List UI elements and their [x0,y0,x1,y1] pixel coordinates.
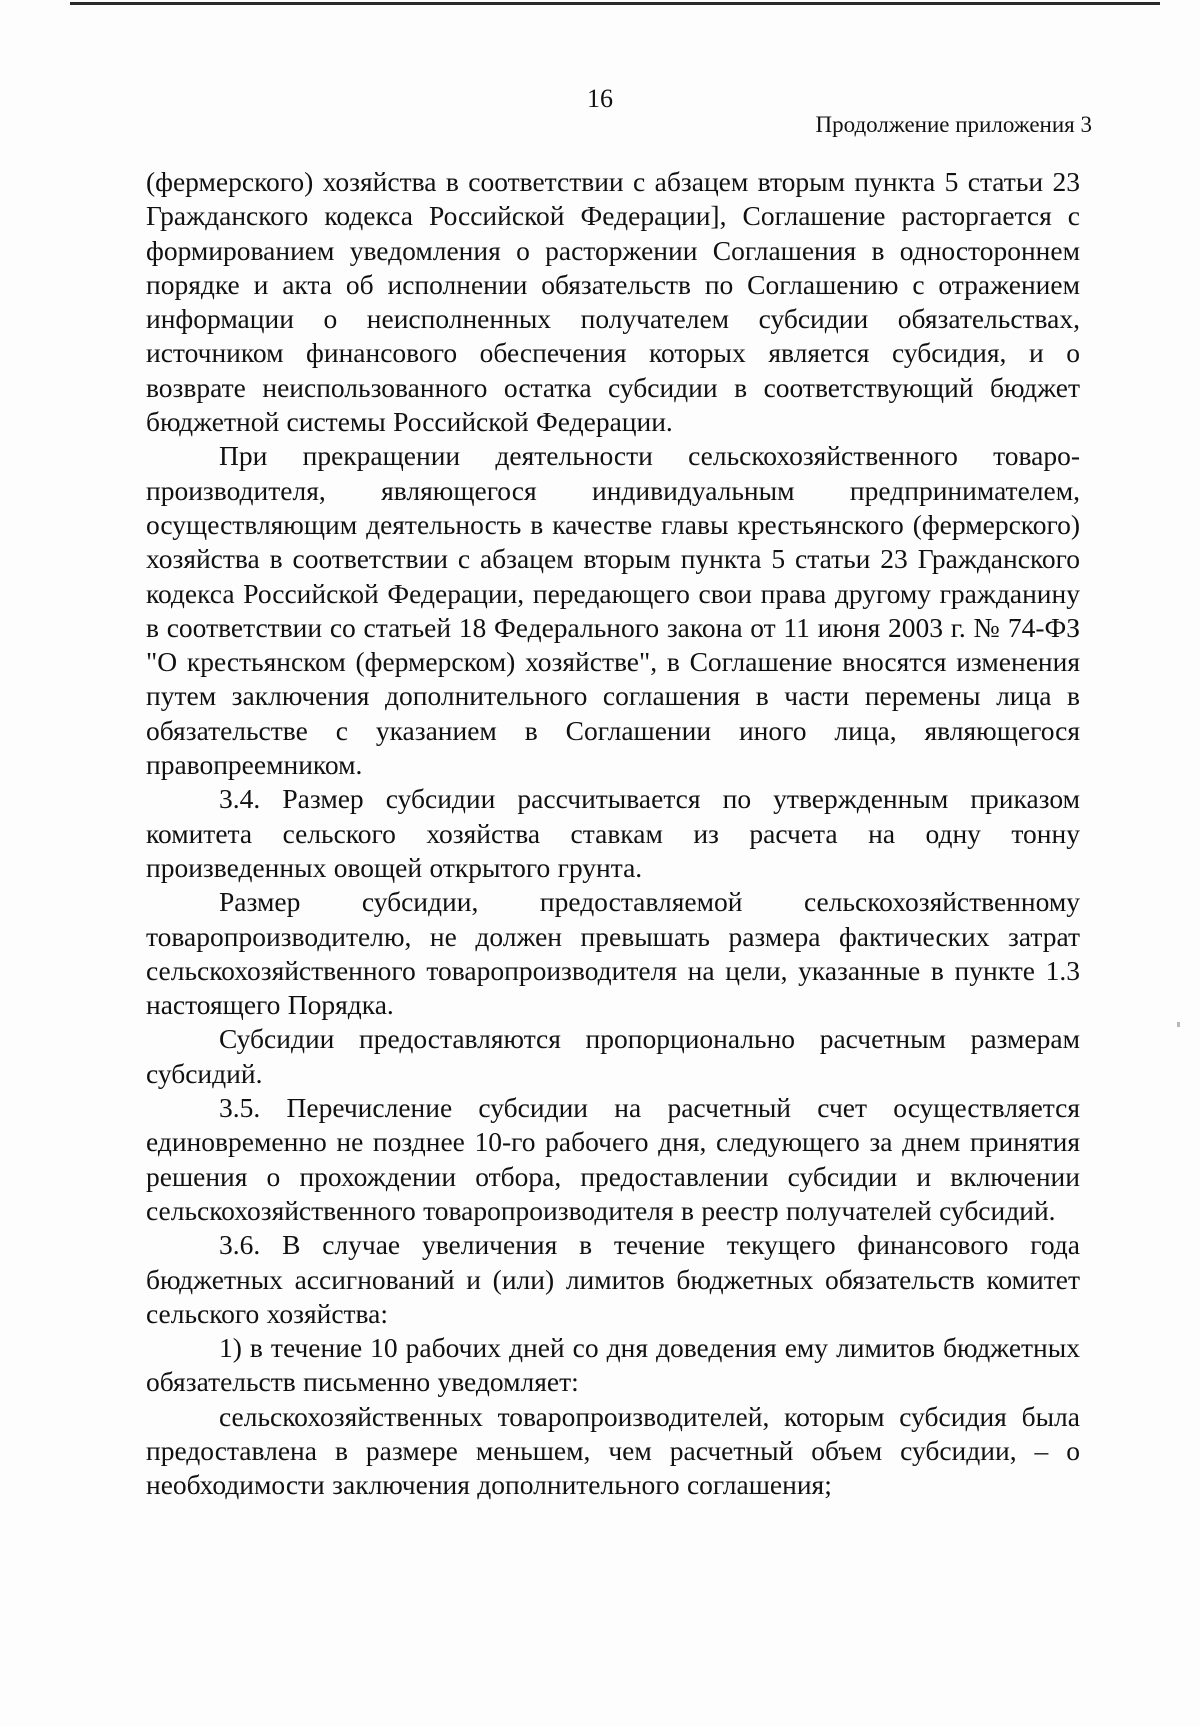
paragraph-3-6: 3.6. В случае увеличения в течение текущего финансового года бюджетных ассигнований и (или) лимитов бюджетных обязательств комитет сельского хозяйства: [146,1229,1080,1329]
paragraph-successor: При прекращении деятельности сельскохозяйственного товаро-производителя, являющегося индивидуальным предпринимателем, осуществляющим деятельность в качестве главы крестьянского (фермерского) хозяйства в соответствии с абзацем вторым пункта 5 статьи 23 Гражданского кодекса Российской Федерации, передающего свои права другому гражданину в соответствии со статьей 18 Федерального закона от 11 июня 2003 г. № 74-ФЗ "О крестьянском (фермерском) хозяйстве", в Соглашение вносятся изменения путем заключения дополнительного соглашения в части перемены лица в обязательстве с указанием в Соглашении иного лица, являющегося правопреемником. [146,440,1080,781]
paragraph-proportional: Субсидии предоставляются пропорционально расчетным размерам субсидий. [146,1023,1080,1089]
page-number: 16 [587,84,613,113]
document-body [146,165,1080,1503]
paragraph-3-6-item-1: 1) в течение 10 рабочих дней со дня доведения ему лимитов бюджетных обязательств письменно уведомляет: [146,1332,1080,1398]
paragraph-subsidy-limit: Размер субсидии, предоставляемой сельскохозяйственному товаропроизводителю, не должен превышать размера фактических затрат сельскохозяйственного товаропроизводителя на цели, указанные в пункте 1.3 настоящего Порядка. [146,886,1080,1021]
paragraph-3-6-notify: сельскохозяйственных товаропроизводителей, которым субсидия была предоставлена в размере меньшем, чем расчетный объем субсидии, – о необходимости заключения дополнительного соглашения; [146,1400,1080,1501]
scan-top-border [70,2,1160,5]
appendix-continuation-note: Продолжение приложения 3 [815,112,1092,137]
paragraph-3-5: 3.5. Перечисление субсидии на расчетный счет осуществляется единовременно не позднее 10-го рабочего дня, следующего за днем принятия решения о прохождении отбора, предоставлении субсидии и включении сельскохозяйственного товаропроизводителя в реестр получателей субсидий. [146,1092,1080,1226]
paragraph-3-4: 3.4. Размер субсидии рассчитывается по утвержденным приказом комитета сельского хозяйства ставкам из расчета на одну тонну произведенных овощей открытого грунта. [146,783,1080,883]
scan-mark [1177,1022,1180,1027]
paragraph-termination-continued: (фермерского) хозяйства в соответствии с абзацем вторым пункта 5 статьи 23 Гражданского кодекса Российской Федерации], Соглашение расторгается с формированием уведомления о расторжении Соглашения в одностороннем порядке и акта об исполнении обязательств по Соглашению с отражением информации о неисполненных получателем субсидии обязательствах, источником финансового обеспечения которых является субсидия, и о возврате неиспользованного остатка субсидии в соответствующий бюджет бюджетной системы Российской Федерации. [146,166,1080,438]
